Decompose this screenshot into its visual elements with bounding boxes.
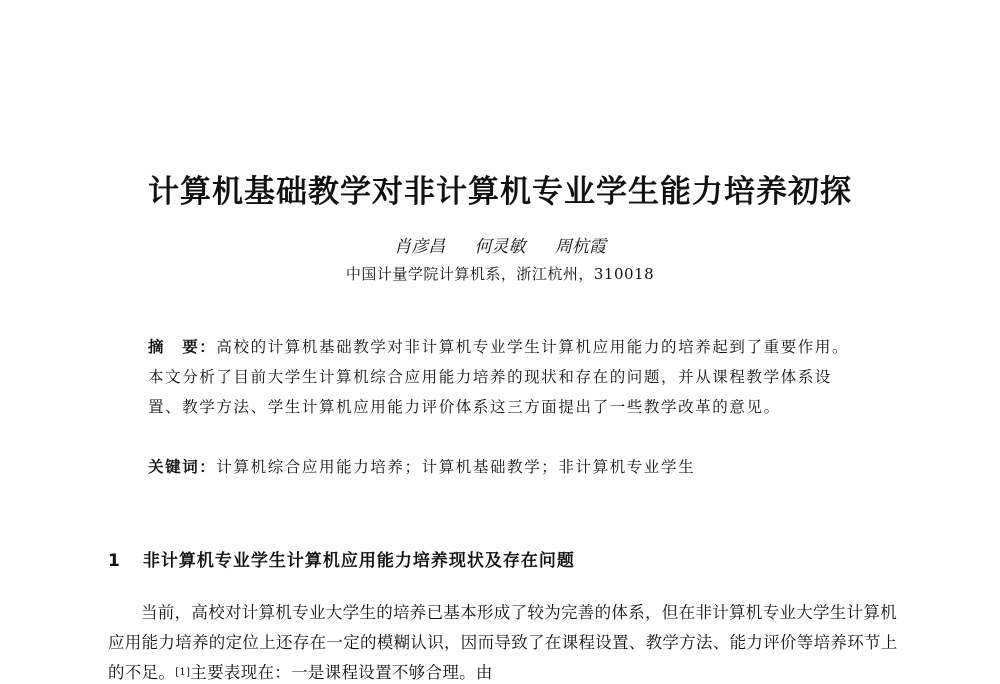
paragraph-text: 当前，高校对计算机专业大学生的培养已基本形成了较为完善的体系，但在非计算机专业大学生计算机应用能力培养的定位上还存在一定的模糊认识，因而导致了在课程设置、教学方法、能力评价等培养环节上的不足。 (108, 603, 898, 682)
author-name: 何灵敏 (474, 237, 526, 257)
affiliation: 中国计量学院计算机系，浙江杭州，310018 (345, 265, 655, 283)
paragraph-text-continued: 主要表现在：一是课程设置不够合理。由 (190, 663, 493, 682)
abstract-label: 摘 要： (148, 338, 217, 356)
author-name: 周杭霞 (554, 237, 606, 257)
keywords-label: 关键词： (148, 458, 217, 476)
abstract (148, 332, 860, 422)
section-title: 非计算机专业学生计算机应用能力培养现状及存在问题 (142, 551, 575, 571)
keywords-text: 计算机综合应用能力培养；计算机基础教学；非计算机专业学生 (216, 458, 696, 476)
abstract-text: 高校的计算机基础教学对非计算机专业学生计算机应用能力的培养起到了重要作用。本文分析了目前大学生计算机综合应用能力培养的现状和存在的问题，并从课程教学体系设置、教学方法、学生计算机应用能力评价体系这三方面提出了一些教学改革的意见。 (148, 338, 850, 416)
author-list (0, 232, 1000, 257)
section-heading (108, 546, 575, 571)
body-paragraph (108, 598, 908, 684)
keywords (148, 455, 860, 477)
author-name: 肖彦昌 (394, 237, 446, 257)
paper-title: 计算机基础教学对非计算机专业学生能力培养初探 (148, 174, 852, 210)
citation-ref: [1] (175, 667, 191, 678)
section-number: 1 (108, 551, 121, 571)
